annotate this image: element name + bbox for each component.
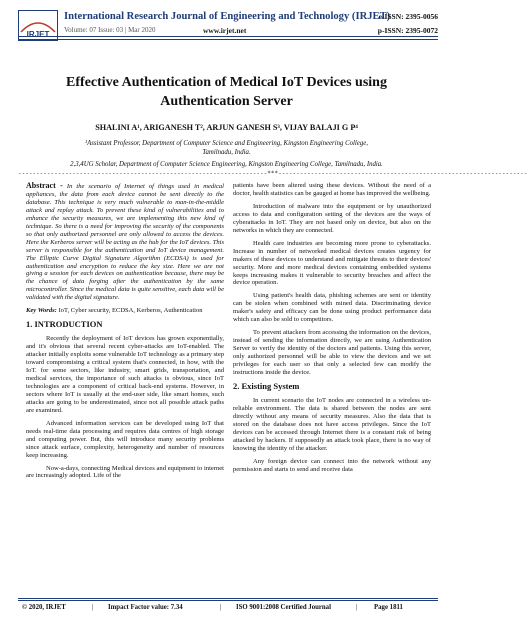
paragraph: Recently the deployment of IoT devices has grown exponentially, and it's obvious that several recent cyber-attacks are IoT-enabled. The attacker initially exploits some vulnerable IoT technology as a primary step toward compromising a critical system that's connected, in how, with the IoT. for some sectors, like industry, smart grids, transportation, and medical services, the importance of such attacks is obvious, since IoT technologies are a component of critical back-end systems. However, in sectors where IoT is usually at the end-user side, like smart homes, such attacks are going to be underestimated, since not all possible attack paths are examined. (26, 335, 224, 414)
journal-header (18, 9, 438, 51)
paragraph: In current scenario the IoT nodes are connected in a wireless un-reliable environment. The data is shared between the nodes are sent directly without any means of security measures. Also the data that is stored on the database does not have access privileges. Since the IoT devices can be accessed through Internet there is a constant risk of being attacked by hackers. If supposedly an attack took place, there is no way of knowing the identity of the attacker. (233, 396, 431, 452)
header-rule (18, 36, 438, 37)
footer-copyright: © 2020, IRJET (22, 604, 66, 611)
affiliation-2: 2,3,4UG Scholar, Department of Computer Science Engineering, Kingston Engineering College, Tamilnadu, India. (70, 161, 383, 168)
pissn: p-ISSN: 2395-0072 (377, 26, 438, 35)
volume-issue: Volume: 07 Issue: 03 | Mar 2020 (64, 26, 156, 34)
keywords (26, 307, 224, 315)
author-list: SHALINI A¹, ARIGANESH T², ARJUN GANESH S³, VIJAY BALAJI G P⁴ (95, 123, 358, 132)
footer-page-number: Page 1811 (374, 604, 403, 611)
affiliation-1-line-1: ¹Assistant Professor, Department of Computer Science and Engineering, Kingston Engineering College, (85, 140, 368, 147)
paragraph: Health care industries are becoming more prone to cyberattacks. Increase in number of networked medical devices creates urgency for makers of these devices to understand and mitigate threats to their devices' security. More and more medical devices containing embedded systems keeps increasing makes it vulnerable to security breaches and affect the device operation. (233, 239, 431, 287)
header-rule-thin (18, 39, 438, 40)
logo-text: IRJET (26, 30, 50, 39)
abstract-label: Abstract - (26, 181, 63, 190)
footer-iso: ISO 9001:2008 Certified Journal (236, 604, 331, 611)
footer-impact-factor: Impact Factor value: 7.34 (108, 604, 183, 611)
abstract (26, 182, 224, 302)
title-line-1: Effective Authentication of Medical IoT Devices using (66, 75, 387, 90)
paragraph: Now-a-days, connecting Medical devices and equipment to internet are increasingly adopted. Life of the (26, 464, 224, 480)
paragraph: Advanced information services can be developed using IoT that needs real-time data processing and requires data centres of high storage and computing power. But, this will introduce many security problems since attack surface, complexity, heterogeneity and number of resources keep increasing. (26, 419, 224, 459)
keywords-text: IoT, Cyber security, ECDSA, Kerberos, Authentication (58, 307, 203, 315)
affiliation-1-line-2: Tamilnadu, India. (202, 149, 251, 156)
title-line-2: Authentication Server (160, 94, 293, 109)
right-column (233, 182, 431, 594)
left-column (26, 182, 224, 594)
paper-page: IRJET International Research Journal of Engineering and Technology (IRJET) Volume: 07 Issue: 03 | Mar 2020 www.irjet.net e-ISSN: 2395-0056 p-ISSN: 2395-0072 Effective Authentication of Medical IoT Devices using Authentication Server SHALINI A¹, ARIGANESH T², ARJUN GANESH S³, VIJAY BALAJI G P⁴ ¹Assistant Professor, Department of Computer Science and Engineering, Kingston Engineering College, Tamilnadu, India. 2,3,4UG Scholar, Department of Computer Science Engineering, Kingston Engineering College, Tamilnadu, India. ---------------------------------------------------------------------***--------------------------------------------------------------------- Abstract - In the scenario of Internet of things used in medical appliances, the data from each device cannot be sent directly to the database. This technique is very much vulnerable to man-in-the-middle attack and replay attack. To prevent these kind of vulnerabilities and to enhance the security measures, we are implementing this new kind of technique. So there is a need for improving the security of the components so that only authorized personnel are only allowed to access the devices. Here the Kerberos server will be acting as the hub for the IoT devices. This server is responsible for the authentication and IoT device management. The Elliptic Curve Digital Signature Algorithm (ECDSA) is used for authentication and encryption to reduce the key size. Here we are not giving a session for each devices on authentication because, there may be the chance of data forging after the authentication by the same microcontroller. Since the medical data is quite sensitive, each data will be validated with the digital signature. Key Words: IoT, Cyber security, ECDSA, Kerberos, Authentication 1. INTRODUCTION Recently the deployment of IoT devices has grown exponentially, and it's obvious that several recent cyber-attacks are IoT-enabled. The attacker initially exploits some vulnerable IoT technology as a primary step toward compromising a critical system that's connected, in how, with the IoT. for some sectors, like industry, smart grids, transportation, and medical services, the importance of such attacks is obvious, since IoT technologies are a component of critical back-end systems. However, in sectors where IoT is usually at the end-user side, like smart homes, such attacks are going to be underestimated, since not all possible attack paths are examined. Advanced information services can be developed using IoT that needs real-time data processing and requires data centres of high storage and computing power. But, this will introduce many security problems since attack surface, complexity, heterogeneity and number of resources keep increasing. Now-a-days, connecting Medical devices and equipment to internet are increasingly adopted. Life of the patients have been altered using these devices. Without the need of a doctor, health statistics can be gauged at home has improved the wellbeing. Introduction of malware into the equipment or by unauthorized access to data and configuration setting of the devices are the ways of cyberattacks in IoT. They are not based only on device, but also on the networks in which they are connected. Health care industries are becoming more prone to cyberattacks. Increase in number of networked medical devices creates urgency for makers of these devices to understand and mitigate threats to their devices' security. More and more medical devices containing embedded systems keeps increasing makes it vulnerable to security breaches and affect the device operation. Using patient's health data, phishing schemes are sent or identity can be stolen when combined with mined data. Discriminating device maker's safety and efficacy can be done using product performance data which can also be sold to competitors. To prevent attackers from accessing the information on the devices, instead of sending the information directly, we are using Authentication Server to verify the identity of the doctors and patients. Using this server, only authorized personnel will be able to view the devices and we set privileges for each user so that only a selected few can modify the instructions inside the device. 2. Existing System In current scenario the IoT nodes are connected in a wireless un-reliable environment. The data is shared between the nodes are sent directly without any means of security measures. Also the data that is stored on the database does not have access privileges. Since the IoT devices can be accessed through Internet there is a constant risk of being attacked by hackers. If supposedly an attack took place, there is no way of knowing the identity of the attacker. Any foreign device can connect into the network without any permission and starts to send and receive data © 2020, IRJET | Impact Factor value: 7.34 | ISO 9001:2008 Certified Journal | Page 1811 (0, 0, 453, 640)
section-heading-introduction: 1. INTRODUCTION (26, 319, 103, 330)
paragraph: Using patient's health data, phishing schemes are sent or identity can be stolen when combined with mined data. Discriminating device maker's safety and efficacy can be done using product performance data which can also be sold to competitors. (233, 292, 431, 324)
eissn: e-ISSN: 2395-0056 (378, 12, 438, 21)
paragraph: patients have been altered using these devices. Without the need of a doctor, health statistics can be gauged at home has improved the wellbeing. (233, 182, 431, 197)
affiliation-1 (20, 139, 433, 157)
abstract-text: In the scenario of Internet of things used in medical appliances, the data from each device cannot be sent directly to the database. This technique is very much vulnerable to man-in-the-middle attack and replay attack. To prevent these kind of vulnerabilities and to enhance the security measures, we are implementing this new kind of technique. So there is a need for improving the security of the components so that only authorized personnel are only allowed to access the devices. Here the Kerberos server will be acting as the hub for the IoT devices. This server is responsible for the authentication and IoT device management. The Elliptic Curve Digital Signature Algorithm (ECDSA) is used for authentication and encryption to reduce the key size. Here we are not giving a session for each devices on authentication because, there may be the chance of data forging after the authentication by the same microcontroller. Since the medical data is quite sensitive, each data will be validated with the digital signature. (26, 183, 224, 302)
keywords-label: Key Words: (26, 307, 57, 315)
journal-website-link[interactable]: www.irjet.net (203, 26, 247, 35)
footer-rule-thin (18, 600, 438, 601)
footer-rule (18, 598, 438, 599)
section-separator: ---------------------------------------------------------------------***--------------------------------------------------------------------- (18, 170, 527, 177)
paragraph: Any foreign device can connect into the network without any permission and starts to send and receive data (233, 457, 431, 473)
paragraph: Introduction of malware into the equipment or by unauthorized access to data and configuration setting of the devices are the ways of cyberattacks in IoT. They are not based only on device, but also on the networks in which they are connected. (233, 202, 431, 234)
journal-title: International Research Journal of Engineering and Technology (IRJET) (64, 11, 391, 22)
section-heading-existing-system: 2. Existing System (233, 380, 300, 391)
paragraph: To prevent attackers from accessing the information on the devices, instead of sending the information directly, we are using Authentication Server to verify the identity of the doctors and patients. Using this server, only authorized personnel will be able to view the devices and we set privileges for each user so that only a selected few can modify the instructions inside the device. (233, 329, 431, 377)
paper-title (20, 73, 433, 111)
